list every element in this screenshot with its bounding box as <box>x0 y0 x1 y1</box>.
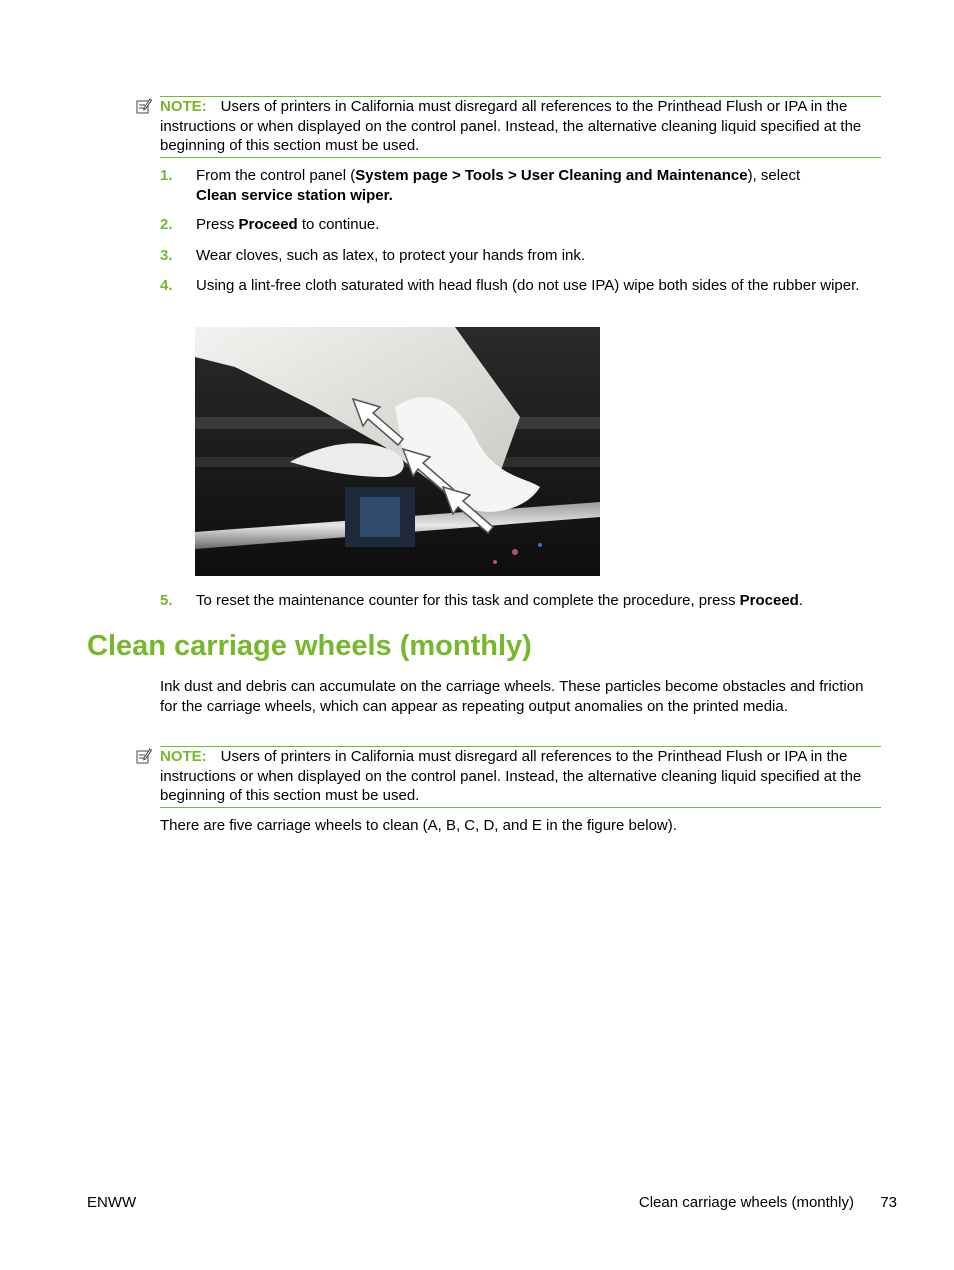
gloved-hand-wiping-image <box>195 327 600 576</box>
section-heading: Clean carriage wheels (monthly) <box>87 630 532 662</box>
list-item <box>160 166 881 205</box>
proceed-label: Proceed <box>739 592 799 609</box>
step-text-part: From the control panel ( <box>196 167 356 184</box>
footer-right <box>639 1193 897 1213</box>
proceed-label: Proceed <box>238 216 298 233</box>
note-label: NOTE: <box>160 98 207 115</box>
note-pencil-icon <box>136 98 152 114</box>
step-text-part: to continue. <box>297 216 380 233</box>
list-item <box>160 215 881 235</box>
footer-section-title: Clean carriage wheels (monthly) <box>638 1194 854 1211</box>
page-number: 73 <box>880 1194 897 1211</box>
intro-paragraph: Ink dust and debris can accumulate on the carriage wheels. These particles become obstacles and friction for the carriage wheels, which can appear as repeating output anomalies on the printed media. <box>160 678 864 715</box>
menu-option: Clean service station wiper. <box>196 186 393 204</box>
note-text: Users of printers in California must disregard all references to the Printhead Flush or IPA in the instructions or when displayed on the control panel. Instead, the alternative cleaning liquid specified at the beginning of this section must be used. <box>160 748 862 804</box>
closing-paragraph: There are five carriage wheels to clean (A, B, C, D, and E in the figure below). <box>160 817 677 834</box>
step-text <box>196 215 881 235</box>
note-pencil-icon <box>136 748 152 764</box>
step-text-part: . <box>798 592 804 609</box>
note-box <box>160 96 881 158</box>
step-text-part: Press <box>196 216 239 233</box>
step-number: 1. <box>160 167 173 184</box>
list-item <box>160 591 881 611</box>
step-number: 3. <box>160 247 173 264</box>
wiper-cleaning-photo <box>195 327 600 576</box>
step-text: Wear cloves, such as latex, to protect your hands from ink. <box>196 247 586 264</box>
step-number: 2. <box>160 216 173 233</box>
step-text: Using a lint-free cloth saturated with head flush (do not use IPA) wipe both sides of the rubber wiper. <box>196 277 860 294</box>
step-text <box>196 166 881 205</box>
step-number: 4. <box>160 277 173 294</box>
list-item <box>160 276 881 296</box>
step-number: 5. <box>160 592 173 609</box>
note-box <box>160 746 881 808</box>
step-text-part: To reset the maintenance counter for this task and complete the procedure, press <box>196 592 740 609</box>
note-label: NOTE: <box>160 748 207 765</box>
note-text: Users of printers in California must disregard all references to the Printhead Flush or IPA in the instructions or when displayed on the control panel. Instead, the alternative cleaning liquid specified at the beginning of this section must be used. <box>160 98 862 154</box>
menu-path: System page > Tools > User Cleaning and Maintenance <box>355 167 748 184</box>
step-text <box>196 591 881 611</box>
footer-left-label: ENWW <box>87 1194 137 1211</box>
list-item <box>160 246 881 266</box>
step-text-part: ), select <box>747 167 801 184</box>
